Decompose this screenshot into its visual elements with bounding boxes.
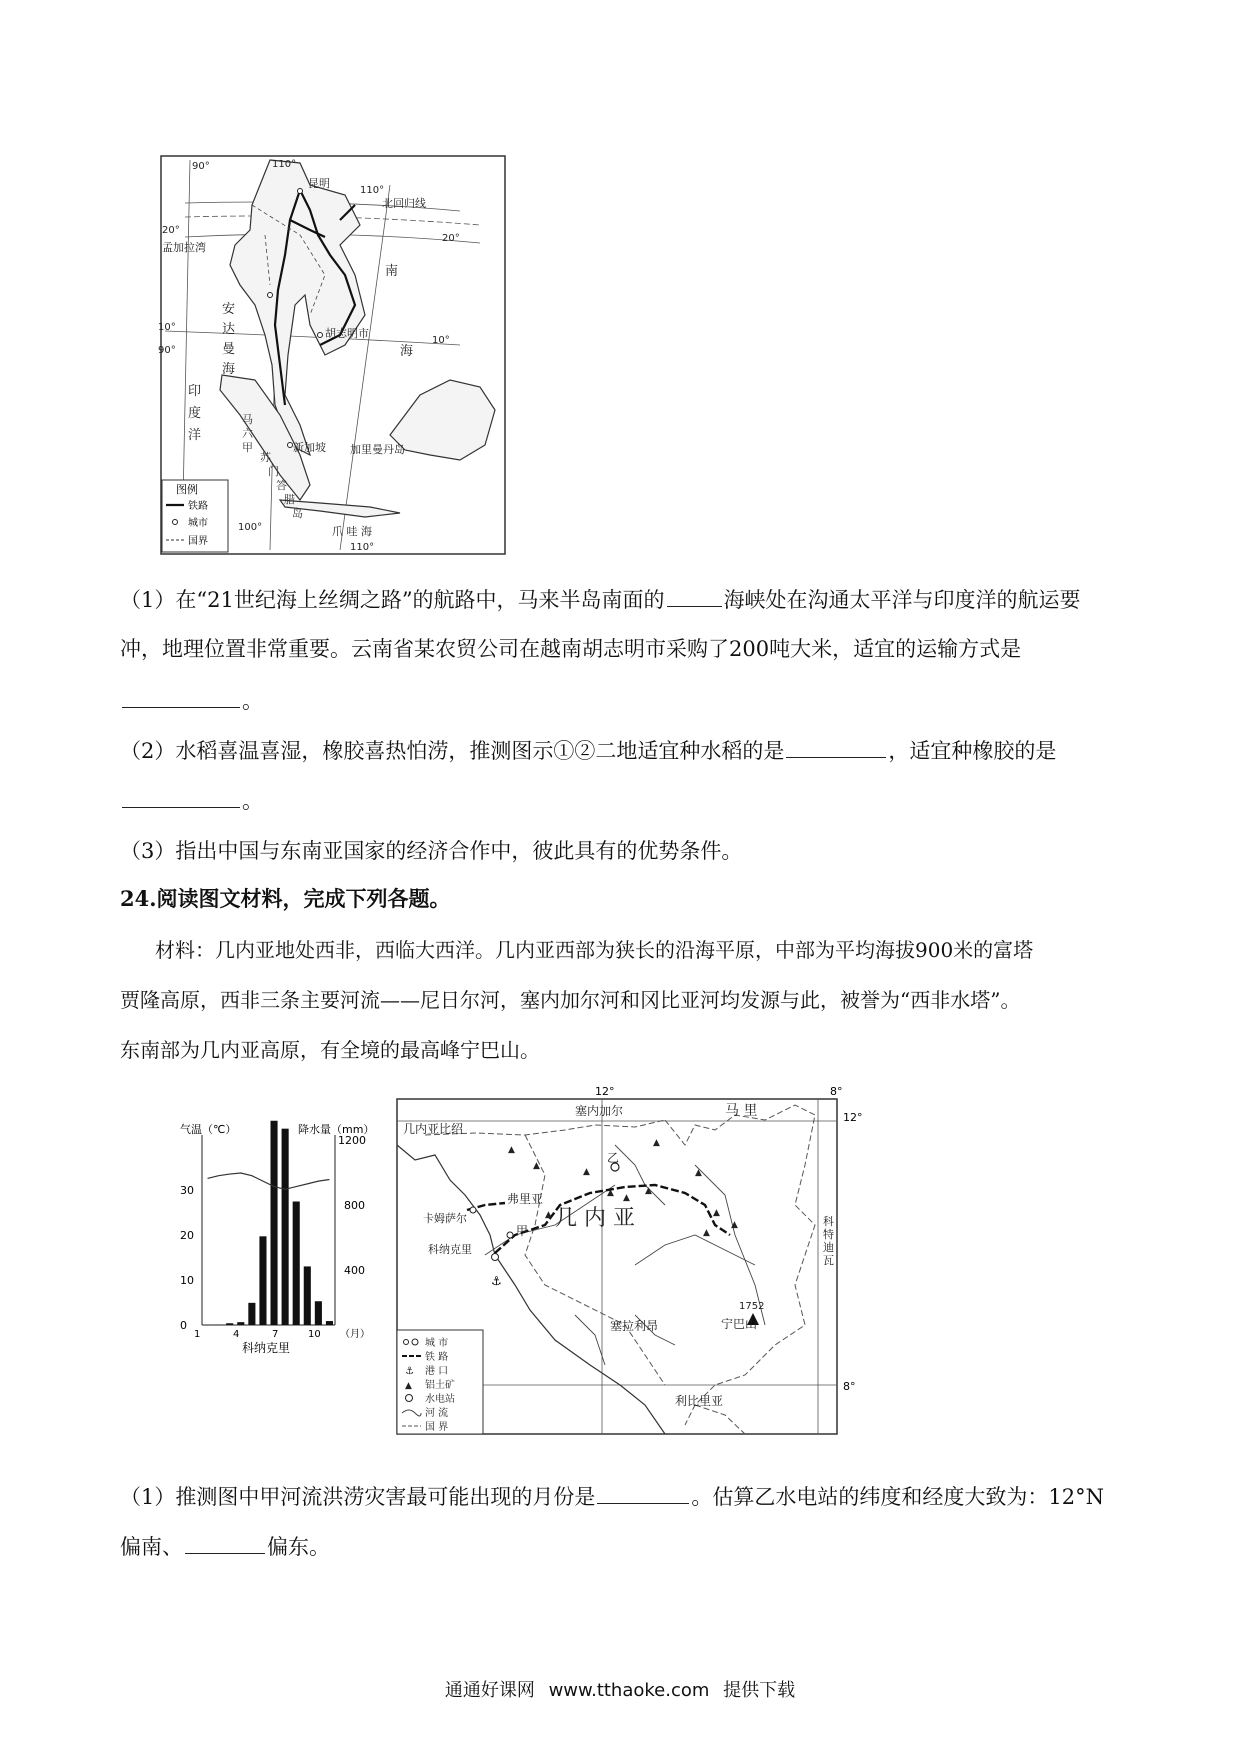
map1-malay-2: 甲	[242, 441, 253, 454]
map2-nimba-height: 1752	[739, 1301, 765, 1312]
svg-text:▲: ▲	[623, 1193, 630, 1203]
precip-bar-11	[315, 1301, 322, 1325]
precip-bar-4	[237, 1322, 244, 1325]
precip-bar-7	[270, 1121, 277, 1325]
svg-text:▲: ▲	[653, 1138, 660, 1148]
map1-sumatra-3: 腊	[284, 493, 295, 506]
q24-p1-text-a: （1）推测图中甲河流洪涝灾害最可能出现的月份是	[120, 1485, 596, 1509]
q23-p2-text-b: ，适宜种橡胶的是	[888, 739, 1057, 763]
map2-nimba: 宁巴山	[721, 1317, 758, 1331]
q23-p1-text-a: （1）在“21世纪海上丝绸之路”的航路中，马来半岛南面的	[120, 588, 665, 612]
map1-lon90: 90°	[192, 161, 210, 172]
precip-bar-12	[326, 1321, 333, 1325]
guinea-map	[395, 1085, 865, 1445]
climate-precip-tick-800: 800	[344, 1199, 365, 1212]
map1-lon100: 100°	[238, 522, 263, 533]
q24-p1-line2	[120, 1532, 330, 1562]
map1-singapore: 新加坡	[293, 441, 326, 454]
precip-bar-8	[282, 1129, 289, 1325]
map1-malay-0: 马	[242, 413, 253, 426]
map2-legend-border: 国 界	[425, 1422, 449, 1433]
map1-andaman-2: 曼	[222, 342, 236, 357]
temperature-line	[208, 1173, 330, 1189]
q23-p1-line3	[120, 686, 263, 716]
q24-blank-month[interactable]	[597, 1483, 689, 1504]
q23-p1-line1	[120, 585, 1081, 615]
map2-conakry: 科纳克里	[428, 1243, 472, 1256]
q23-blank-rice[interactable]	[786, 737, 886, 758]
precip-bar-2	[215, 1325, 222, 1326]
map1-tropic: 北回归线	[382, 197, 426, 210]
q23-p3: （3）指出中国与东南亚国家的经济合作中，彼此具有的优势条件。	[120, 839, 743, 863]
map2-guinea-bissau: 几内亚比绍	[403, 1122, 464, 1136]
climate-month-4: 4	[233, 1329, 240, 1340]
climate-precip-tick-1200: 1200	[338, 1134, 366, 1147]
map1-lat10-left: 10°	[158, 322, 176, 333]
svg-text:▲: ▲	[545, 1210, 552, 1220]
map1-malay-1: 六	[242, 427, 253, 440]
climate-month-1: 1	[194, 1329, 201, 1340]
map2-lon12: 12°	[595, 1085, 615, 1098]
map2-yi: 乙	[607, 1151, 620, 1165]
map1-legend-railway: 铁路	[188, 501, 208, 512]
svg-text:▲: ▲	[731, 1220, 738, 1230]
map1-legend	[162, 480, 228, 552]
climate-precip-label: 降水量（mm）	[298, 1123, 375, 1136]
q23-p1-text-b: 海峡处在沟通太平洋与印度洋的航运要	[723, 588, 1081, 612]
map1-indian-1: 度	[188, 406, 202, 421]
svg-text:▲: ▲	[508, 1145, 515, 1155]
map1-indian-0: 印	[188, 384, 202, 399]
svg-text:▲: ▲	[695, 1168, 702, 1178]
q23-p2-text-a: （2）水稻喜温喜湿，橡胶喜热怕涝，推测图示①②二地适宜种水稻的是	[120, 739, 785, 763]
q23-blank-strait[interactable]	[667, 586, 722, 607]
map1-indian-2: 洋	[188, 428, 202, 443]
map1-sumatra-2: 答	[276, 479, 287, 492]
q24-title: 24.阅读图文材料，完成下列各题。	[120, 886, 451, 911]
q24-p1-line1	[120, 1482, 1104, 1512]
map1-sumatra-0: 苏	[260, 451, 271, 464]
q23-blank-rubber[interactable]	[122, 787, 240, 808]
map2-kamsar: 卡姆萨尔	[423, 1212, 467, 1225]
map1-lon110-top: 110°	[272, 159, 297, 170]
q23-p2-line2	[120, 786, 263, 816]
q24-material-2: 贾隆高原，西非三条主要河流——尼日尔河，塞内加尔河和冈比亚河均发源与此，被誉为“西非水塔”。	[120, 988, 1021, 1012]
svg-text:▲: ▲	[583, 1167, 590, 1177]
map1-south-sea-0: 南	[385, 264, 399, 279]
climate-x-unit: （月）	[340, 1329, 370, 1340]
map1-kalimantan: 加里曼丹岛	[350, 443, 405, 456]
map1-java-sea: 爪 哇 海	[332, 525, 372, 538]
map2-lat12: 12°	[843, 1111, 863, 1124]
climate-chart	[180, 1115, 380, 1365]
q24-blank-longitude[interactable]	[185, 1533, 265, 1554]
map2-legend	[397, 1330, 483, 1434]
map1-andaman-0: 安	[222, 302, 236, 317]
svg-text:▲: ▲	[533, 1161, 540, 1171]
q24-material-1: 材料：几内亚地处西非，西临大西洋。几内亚西部为狭长的沿海平原，中部为平均海拔900米的富塔	[155, 938, 1034, 962]
map2-ivory-3: 瓦	[823, 1254, 834, 1267]
climate-temp-tick-10: 10	[180, 1274, 194, 1287]
map2-ivory-0: 科	[823, 1215, 834, 1228]
q24-p1-text-b: 。估算乙水电站的纬度和经度大致为：12°N	[691, 1485, 1104, 1509]
map1-sumatra-4: 岛	[292, 507, 303, 520]
q24-material-3: 东南部为几内亚高原，有全境的最高峰宁巴山。	[120, 1038, 540, 1062]
map1-south-sea-1: 海	[400, 344, 414, 359]
map1-lat20-right: 20°	[442, 233, 460, 244]
climate-temp-label: 气温（℃）	[180, 1123, 237, 1136]
map2-lon8: 8°	[830, 1085, 843, 1098]
map2-ivory-2: 迪	[823, 1241, 834, 1254]
map1-lat20-left: 20°	[162, 225, 180, 236]
q24-p1-text-d: 偏东。	[267, 1535, 330, 1559]
q24-p1-text-c: 偏南、	[120, 1535, 183, 1559]
southeast-asia-map	[160, 155, 506, 555]
map1-lon110-bottom: 110°	[350, 542, 375, 553]
climate-month-10: 10	[308, 1329, 321, 1340]
precip-bar-6	[259, 1236, 266, 1325]
map2-jia: 甲	[516, 1224, 529, 1238]
map1-lat10-right: 10°	[432, 335, 450, 346]
map1-lon90-bottom: 90°	[158, 345, 176, 356]
climate-temp-tick-20: 20	[180, 1229, 194, 1242]
map2-legend-bauxite: 铝土矿	[425, 1380, 455, 1391]
map2-guinea: 几 内 亚	[555, 1206, 635, 1231]
map2-sierra-leone: 塞拉利昂	[610, 1319, 659, 1333]
climate-temp-tick-0: 0	[180, 1319, 187, 1332]
map1-legend-border: 国界	[188, 536, 208, 547]
map2-fouta: 弗里亚	[507, 1192, 544, 1206]
page-footer	[0, 1676, 1240, 1702]
q23-p1-end: 。	[242, 689, 263, 713]
q23-blank-transport[interactable]	[122, 687, 240, 708]
q23-p2-end: 。	[242, 789, 263, 813]
climate-month-7: 7	[272, 1329, 279, 1340]
svg-text:▲: ▲	[607, 1188, 614, 1198]
footer-site: 通通好课网	[444, 1680, 535, 1701]
footer-note: 提供下载	[723, 1680, 796, 1701]
climate-precip-tick-400: 400	[344, 1264, 365, 1277]
precip-bar-1	[204, 1325, 211, 1326]
map2-legend-hydro: 水电站	[425, 1394, 455, 1405]
map1-andaman-3: 海	[222, 362, 236, 377]
svg-text:⚓: ⚓	[405, 1366, 414, 1377]
map2-lat8: 8°	[843, 1380, 856, 1393]
map1-lon110-right: 110°	[360, 185, 385, 196]
map1-legend-title: 图例	[176, 483, 198, 496]
map1-sumatra-1: 门	[268, 465, 279, 478]
climate-station: 科纳克里	[242, 1341, 291, 1355]
map1-legend-city: 城市	[188, 518, 208, 529]
svg-text:▲: ▲	[713, 1208, 720, 1218]
svg-text:▲: ▲	[703, 1228, 710, 1238]
map2-legend-port: 港 口	[425, 1366, 449, 1377]
svg-text:⚓: ⚓	[491, 1274, 502, 1288]
svg-text:▲: ▲	[645, 1186, 652, 1196]
q23-p1-line2: 冲，地理位置非常重要。云南省某农贸公司在越南胡志明市采购了200吨大米，适宜的运输方式是	[120, 637, 1022, 661]
map1-kunming: 昆明	[308, 177, 330, 190]
map2-legend-railway: 铁 路	[425, 1352, 449, 1363]
svg-text:▲: ▲	[405, 1381, 412, 1391]
map2-liberia: 利比里亚	[675, 1394, 724, 1408]
map2-senegal: 塞内加尔	[575, 1104, 624, 1118]
map1-andaman-1: 达	[222, 322, 236, 337]
q23-p2-line1	[120, 736, 1056, 766]
precip-bar-10	[304, 1266, 311, 1325]
map2-legend-river: 河 流	[425, 1408, 449, 1419]
map2-legend-city: 城 市	[425, 1338, 449, 1349]
precip-bar-9	[293, 1202, 300, 1326]
precip-bar-5	[248, 1303, 255, 1325]
footer-url[interactable]: www.tthaoke.com	[548, 1680, 710, 1701]
map1-hcm: 胡志明市	[325, 327, 369, 340]
climate-temp-tick-30: 30	[180, 1184, 194, 1197]
map1-bengal: 孟加拉湾	[162, 241, 206, 254]
map2-mali: 马 里	[725, 1103, 758, 1119]
map2-ivory-1: 特	[823, 1228, 834, 1241]
precip-bar-3	[226, 1323, 233, 1325]
